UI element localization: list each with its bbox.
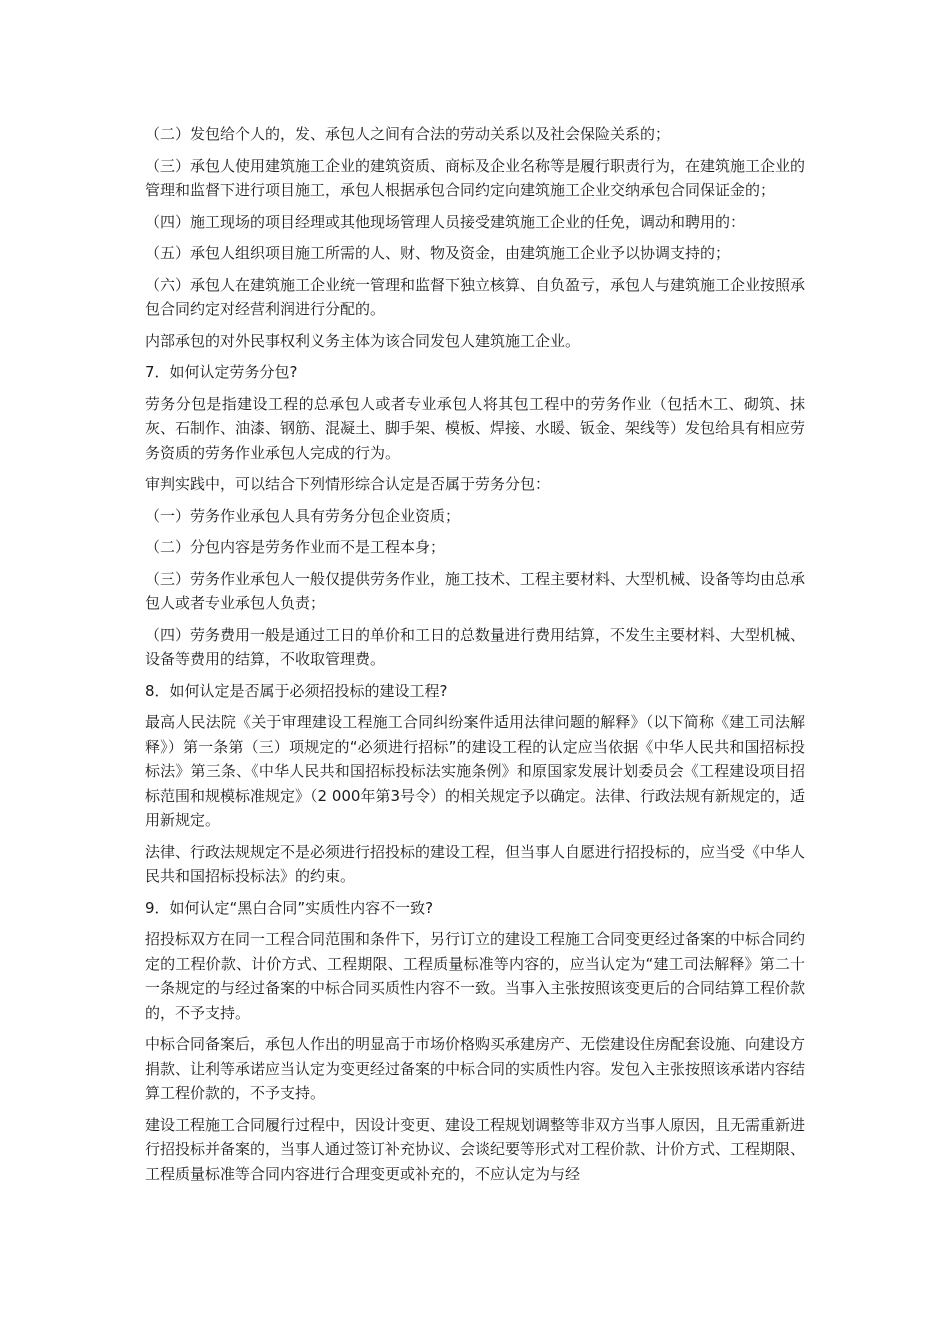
paragraph: （三）劳务作业承包人一般仅提供劳务作业，施工技术、工程主要材料、大型机械、设备等均由总承包人或者专业承包人负责； xyxy=(145,569,806,612)
paragraph: （二）发包给个人的，发、承包人之间有合法的劳动关系以及社会保险关系的； xyxy=(145,125,671,143)
paragraph: （四）劳务费用一般是通过工日的单价和工日的总数量进行费用结算，不发生主要材料、大型机械、设备等费用的结算，不收取管理费。 xyxy=(145,625,806,668)
paragraph: （一）劳务作业承包人具有劳务分包企业资质； xyxy=(145,506,461,525)
paragraph: （四）施工现场的项目经理或其他现场管理人员接受建筑施工企业的任免，调动和聘用的： xyxy=(145,212,746,231)
section-heading: 9．如何认定“黑白合同”实质性内容不一致? xyxy=(145,898,434,917)
paragraph: 劳务分包是指建设工程的总承包人或者专业承包人将其包工程中的劳务作业（包括木工、砌筑、抹灰、石制作、油漆、钢筋、混凝土、脚手架、模板、焊接、水暖、钣金、架线等）发包给具有相应劳务资质的劳务作业承包人完成的行为。 xyxy=(145,394,806,462)
paragraph: 招投标双方在同一工程合同范围和条件下，另行订立的建设工程施工合同变更经过备案的中标合同约定的工程价款、计价方式、工程期限、工程质量标准等内容的，应当认定为“建工司法解释》第二十一条规定的与经过备案的中标合同买质性内容不一致。当事入主张按照该变更后的合同结算工程价款的，不予支持。 xyxy=(145,930,806,1022)
paragraph: （三）承包人使用建筑施工企业的建筑资质、商标及企业名称等是履行职责行为，在建筑施工企业的管理和监督下进行项目施工，承包人根据承包合同约定向建筑施工企业交纳承包合同保证金的； xyxy=(145,156,806,199)
section-heading: 8．如何认定是否属于必须招投标的建设工程? xyxy=(145,681,448,700)
paragraph: 建设工程施工合同履行过程中，因设计变更、建设工程规划调整等非双方当事人原因，且无需重新进行招投标并备案的，当事人通过签订补充协议、会谈纪要等形式对工程价款、计价方式、工程期限、工程质量标准等合同内容进行合理变更或补充的，不应认定为与经 xyxy=(145,1115,806,1183)
paragraph: 审判实践中，可以结合下列情形综合认定是否属于劳务分包： xyxy=(145,475,551,493)
paragraph: （六）承包人在建筑施工企业统一管理和监督下独立核算、自负盈亏，承包人与建筑施工企业按照承包合同约定对经营利润进行分配的。 xyxy=(145,275,806,318)
paragraph: （五）承包人组织项目施工所需的人、财、物及资金，由建筑施工企业予以协调支持的； xyxy=(145,244,731,262)
paragraph: 法律、行政法规规定不是必须进行招投标的建设工程，但当事人自愿进行招投标的，应当受《中华人民共和国招标投标法》的约束。 xyxy=(145,842,806,885)
section-heading: 7．如何认定劳务分包? xyxy=(145,363,298,381)
paragraph: 中标合同备案后，承包人作出的明显高于市场价格购买承建房产、无偿建设住房配套设施、向建设方捐款、让利等承诺应当认定为变更经过备案的中标合同的实质性内容。发包入主张按照该承诺内容结算工程价款的，不予支持。 xyxy=(145,1035,806,1102)
paragraph: 最高人民法院《关于审理建设工程施工合同纠纷案件适用法律问题的解释》（以下简称《建工司法解释》）第一条第（三）项规定的“必须进行招标”的建设工程的认定应当依据《中华人民共和国招标投标法》第三条、《中华人民共和国招标投标法实施条例》和原国家发展计划委员会《工程建设项目招标范围和规模标准规定》（2 000年第3号令）的相关规定予以确定。法律、行政法规有新规定的，适用新规定。 xyxy=(145,713,805,829)
document-body xyxy=(145,122,805,1193)
paragraph: （二）分包内容是劳务作业而不是工程本身； xyxy=(145,538,446,556)
paragraph: 内部承包的对外民事权利义务主体为该合同发包人建筑施工企业。 xyxy=(145,331,581,350)
